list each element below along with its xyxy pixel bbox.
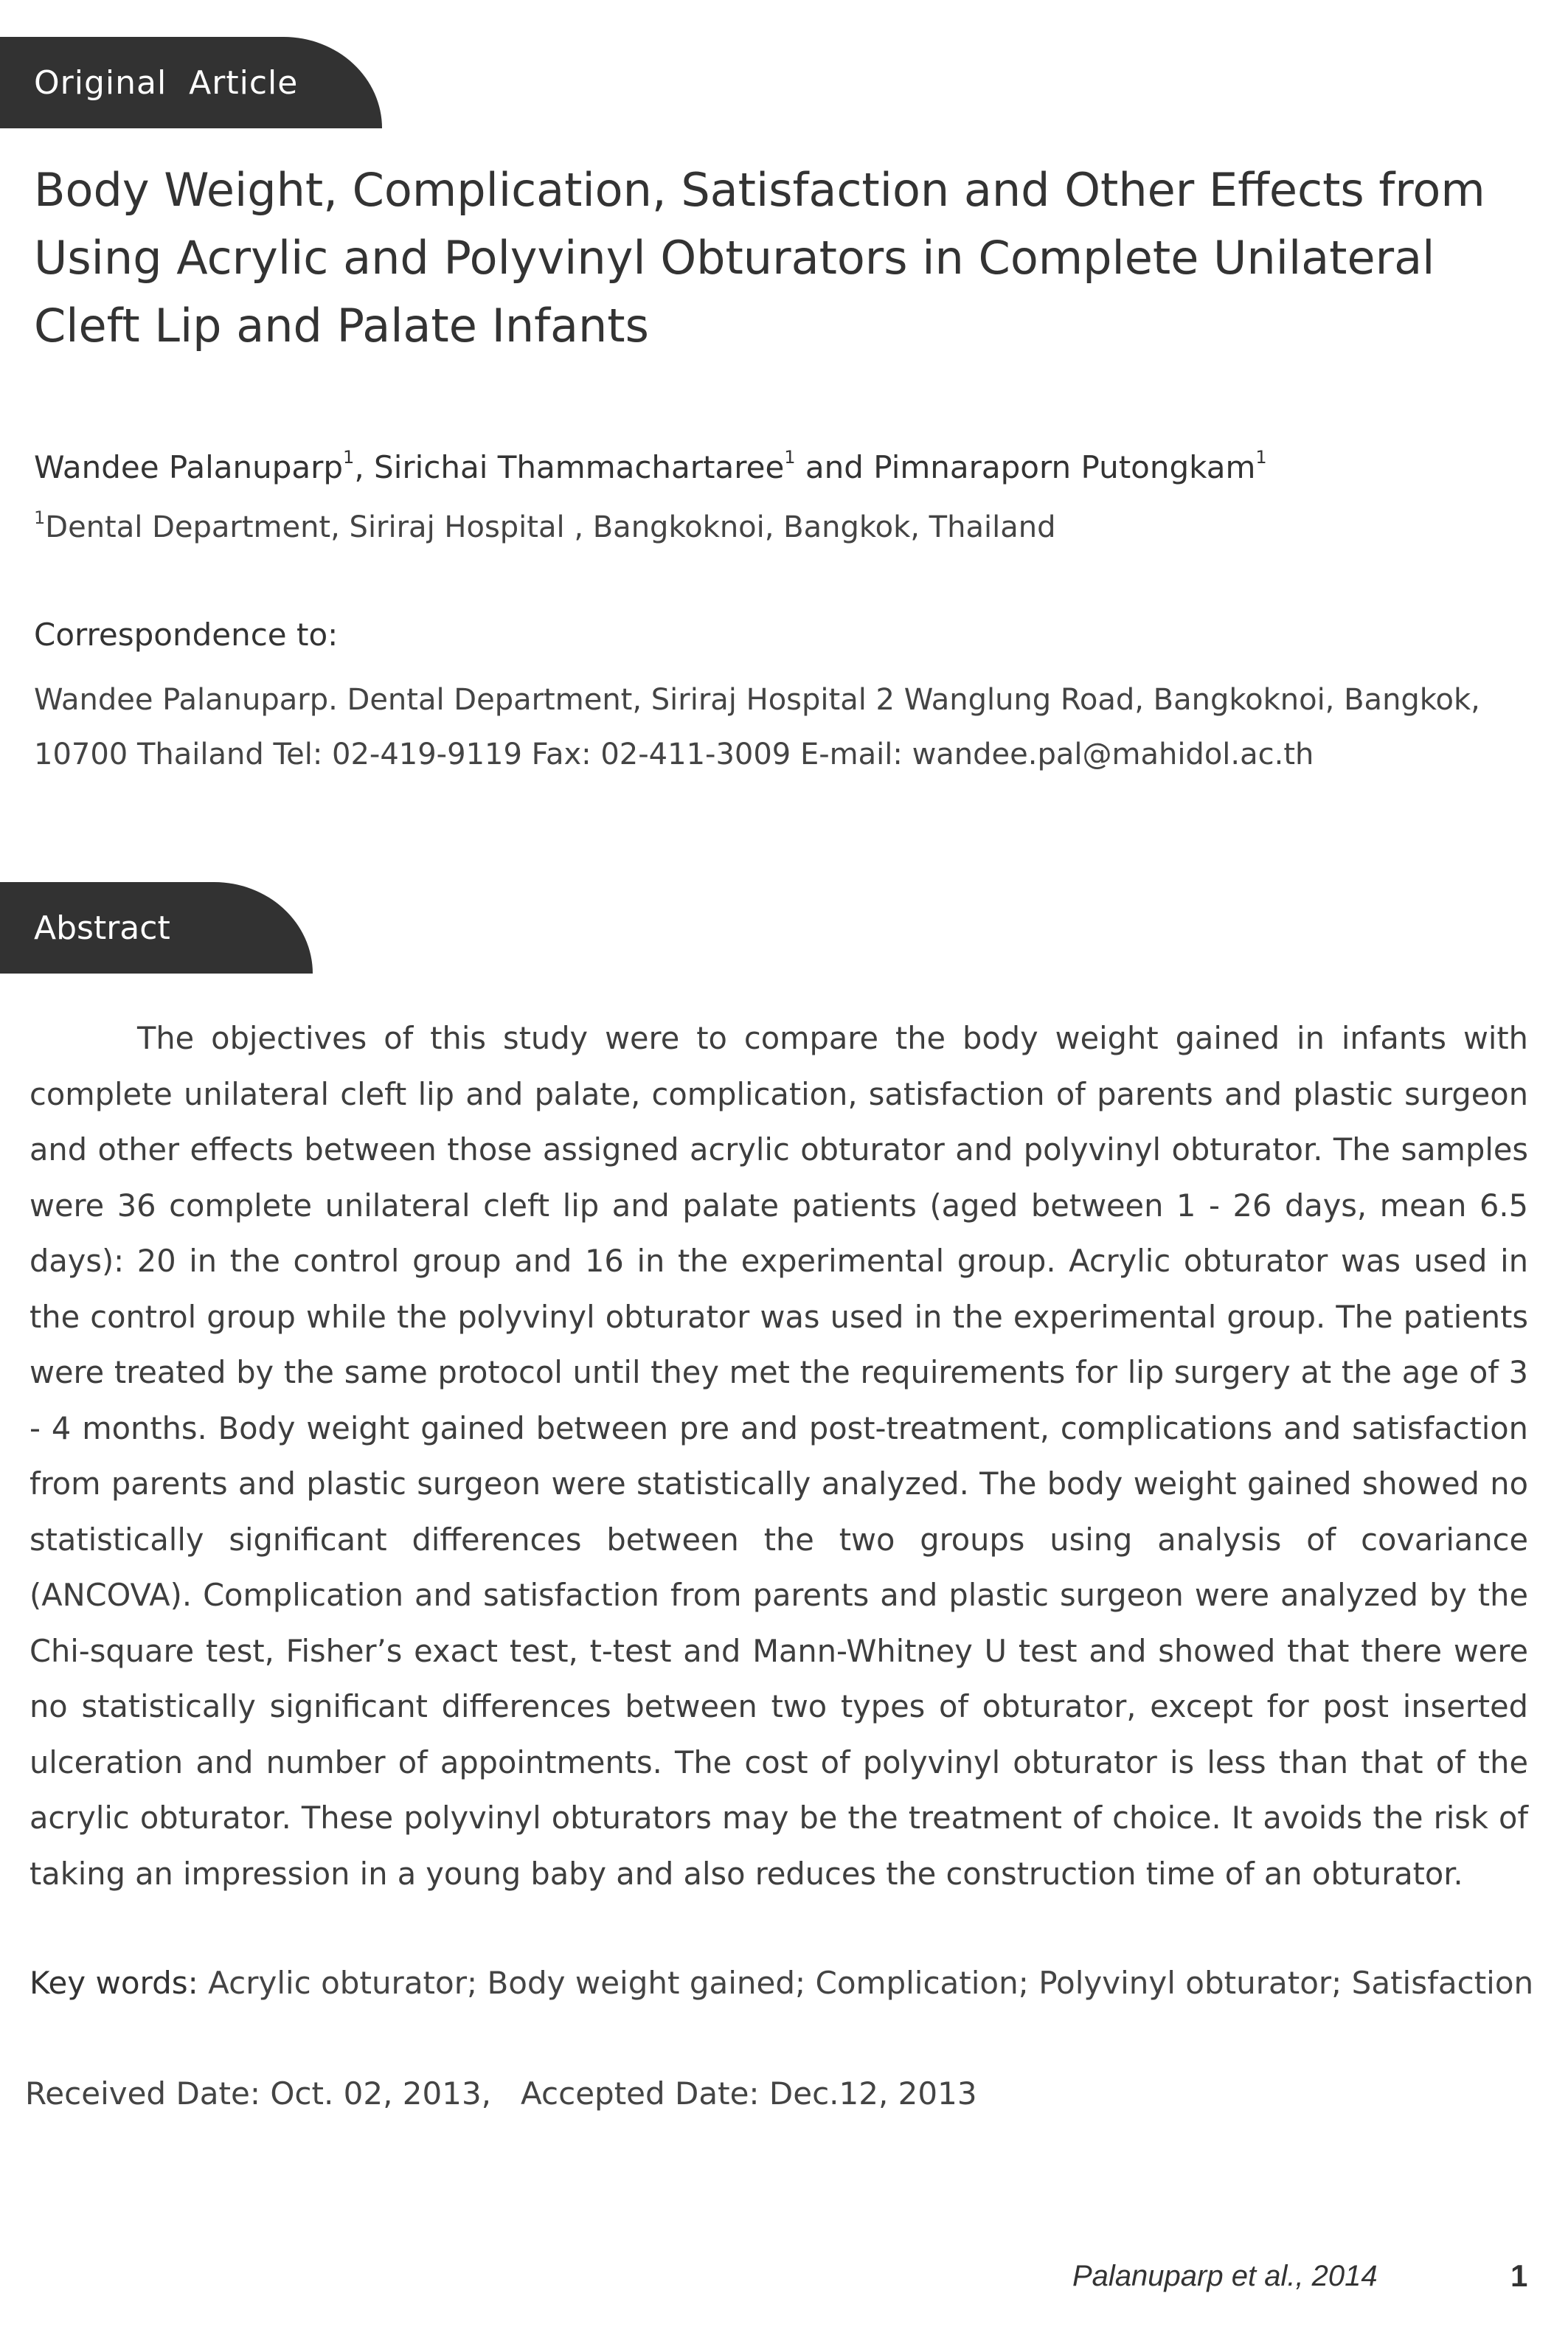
accepted-date: Accepted Date: Dec.12, 2013 <box>521 2075 977 2112</box>
correspondence-text: Wandee Palanuparp. Dental Department, Siriraj Hospital 2 Wanglung Road, Bangkoknoi, Bangkok, 10700 Thailand Tel: 02-419-9119 Fax: 02-411-3009 E-mail: wandee.pal@mahidol.ac.th <box>34 683 1480 771</box>
author-separator: , <box>354 449 375 485</box>
abstract-body: The objectives of this study were to compare the body weight gained in infants with complete unilateral cleft lip and palate, complication, satisfaction of parents and plastic surgeon and other effects between those assigned acrylic obturator and polyvinyl obturator. The samples were 36 complete unilateral cleft lip and palate patients (aged between 1 - 26 days, mean 6.5 days): 20 in the control group and 16 in the experimental group. Acrylic obturator was used in the control group while the polyvinyl obturator was used in the experimental group. The patients were treated by the same protocol until they met the requirements for lip surgery at the age of 3 - 4 months. Body weight gained between pre and post-treatment, complications and satisfaction from parents and plastic surgeon were statistically analyzed. The body weight gained showed no statistically significant differences between the two groups using analysis of covariance (ANCOVA). Complication and satisfaction from parents and plastic surgeon were analyzed by the Chi-square test, Fisher’s exact test, t-test and Mann-Whitney U test and showed that there were no statistically significant differences between two types of obturator, except for post inserted ulceration and number of appointments. The cost of polyvinyl obturator is less than that of the acrylic obturator. These polyvinyl obturators may be the treatment of choice. It avoids the risk of taking an impression in a young baby and also reduces the construction time of an obturator. <box>30 1020 1528 1892</box>
footer-citation: Palanuparp et al., 2014 <box>1072 2260 1378 2292</box>
dates-line <box>25 2075 977 2112</box>
article-title: Body Weight, Complication, Satisfaction and Other Effects from Using Acrylic and Polyvinyl Obturators in Complete Unilateral Cleft Lip and Palate Infants <box>34 163 1485 353</box>
keywords-line <box>30 1965 1533 2001</box>
page-number: 1 <box>1510 2258 1528 2293</box>
author-list <box>34 447 1267 485</box>
author-name: Pimnaraporn Putongkam <box>873 449 1256 485</box>
affiliation-mark: 1 <box>343 447 355 468</box>
received-date: Received Date: Oct. 02, 2013, <box>25 2075 492 2112</box>
correspondence-heading: Correspondence to: <box>34 617 339 653</box>
affiliation-mark: 1 <box>34 507 46 528</box>
affiliation-text: Dental Department, Siriraj Hospital , Bangkoknoi, Bangkok, Thailand <box>45 510 1056 544</box>
abstract-heading: Abstract <box>34 909 170 947</box>
author-separator: and <box>795 449 874 485</box>
author-name: Sirichai Thammachartaree <box>374 449 785 485</box>
section-label: Original Article <box>34 63 299 102</box>
abstract-heading-tab <box>0 882 313 974</box>
section-label-tab <box>0 37 382 128</box>
keywords-text: Acrylic obturator; Body weight gained; Complication; Polyvinyl obturator; Satisfaction <box>208 1965 1534 2001</box>
author-name: Wandee Palanuparp <box>34 449 344 485</box>
affiliation-mark: 1 <box>1255 447 1267 468</box>
affiliation-line <box>34 507 1055 544</box>
keywords-label: Key words: <box>30 1965 198 2001</box>
affiliation-mark: 1 <box>784 447 796 468</box>
